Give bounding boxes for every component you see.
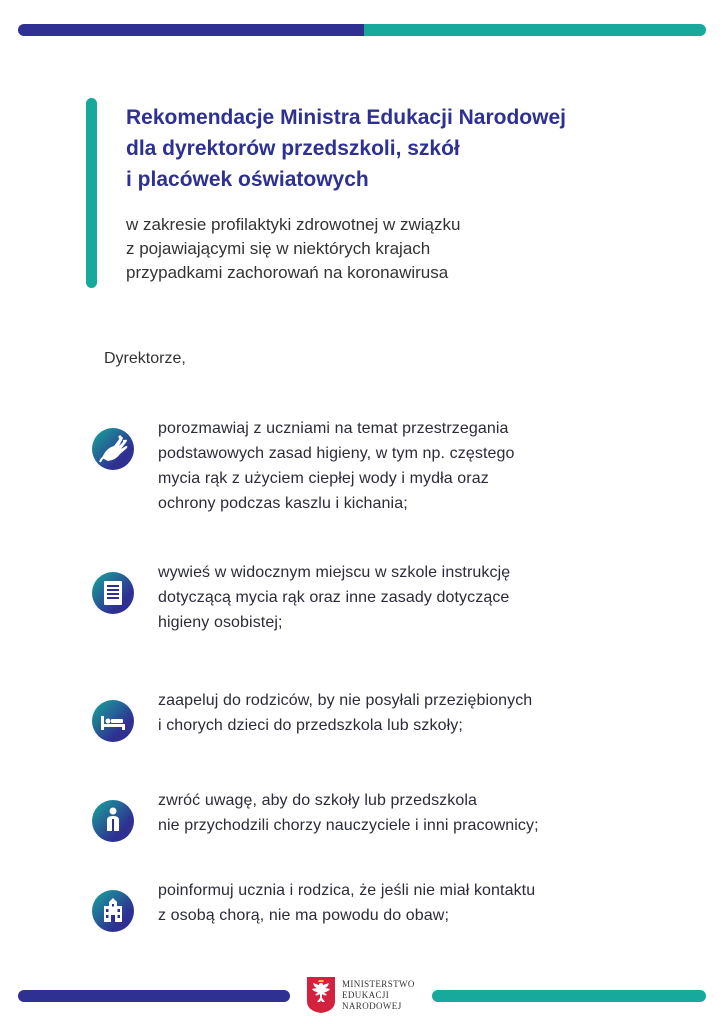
instruction-sheet-icon xyxy=(92,572,134,614)
item-text xyxy=(158,878,648,928)
title-line: dla dyrektorów przedszkoli, szkół xyxy=(126,137,460,160)
top-bar-teal xyxy=(364,24,706,36)
bottom-bar-teal xyxy=(432,990,706,1002)
text-line: poinformuj ucznia i rodzica, że jeśli nie miał kontaktu xyxy=(158,882,536,899)
title-line: i placówek oświatowych xyxy=(126,168,369,191)
sick-bed-icon xyxy=(92,700,134,742)
text-line: i chorych dzieci do przedszkola lub szkoły; xyxy=(158,717,463,734)
logo-line: NARODOWEJ xyxy=(342,1001,402,1011)
logo-line: MINISTERSTWO xyxy=(342,979,415,989)
item-text xyxy=(158,416,648,516)
text-line: podstawowych zasad higieny, w tym np. częstego xyxy=(158,445,515,462)
page-title xyxy=(126,102,646,195)
text-line: dotyczącą mycia rąk oraz inne zasady dotyczące xyxy=(158,589,510,606)
text-line: z osobą chorą, nie ma powodu do obaw; xyxy=(158,907,449,924)
text-line: mycia rąk z użyciem ciepłej wody i mydła oraz xyxy=(158,470,489,487)
title-line: Rekomendacje Ministra Edukacji Narodowej xyxy=(126,106,566,129)
header-accent-bar xyxy=(86,98,97,288)
text-line: zaapeluj do rodziców, by nie posyłali przeziębionych xyxy=(158,692,533,709)
subtitle-line: przypadkami zachorowań na koronawirusa xyxy=(126,263,449,282)
subtitle-line: z pojawiającymi się w niektórych krajach xyxy=(126,239,431,258)
eagle-emblem-icon xyxy=(306,976,336,1014)
text-line: wywieś w widocznym miejscu w szkole instrukcję xyxy=(158,564,511,581)
logo-text xyxy=(342,979,415,1012)
logo-line: EDUKACJI xyxy=(342,990,390,1000)
item-text xyxy=(158,788,648,838)
school-building-icon xyxy=(92,890,134,932)
text-line: ochrony podczas kaszlu i kichania; xyxy=(158,495,408,512)
page-subtitle xyxy=(126,213,646,285)
item-text xyxy=(158,688,648,738)
text-line: higieny osobistej; xyxy=(158,614,283,631)
hands-washing-icon xyxy=(92,428,134,470)
bottom-bar-navy xyxy=(18,990,290,1002)
text-line: porozmawiaj z uczniami na temat przestrzegania xyxy=(158,420,509,437)
top-bar-navy xyxy=(18,24,364,36)
greeting: Dyrektorze, xyxy=(104,350,186,367)
teacher-person-icon xyxy=(92,800,134,842)
text-line: zwróć uwagę, aby do szkoły lub przedszkola xyxy=(158,792,478,809)
item-text xyxy=(158,560,648,635)
text-line: nie przychodzili chorzy nauczyciele i inni pracownicy; xyxy=(158,817,539,834)
subtitle-line: w zakresie profilaktyki zdrowotnej w związku xyxy=(126,215,461,234)
ministry-logo xyxy=(306,976,426,1016)
